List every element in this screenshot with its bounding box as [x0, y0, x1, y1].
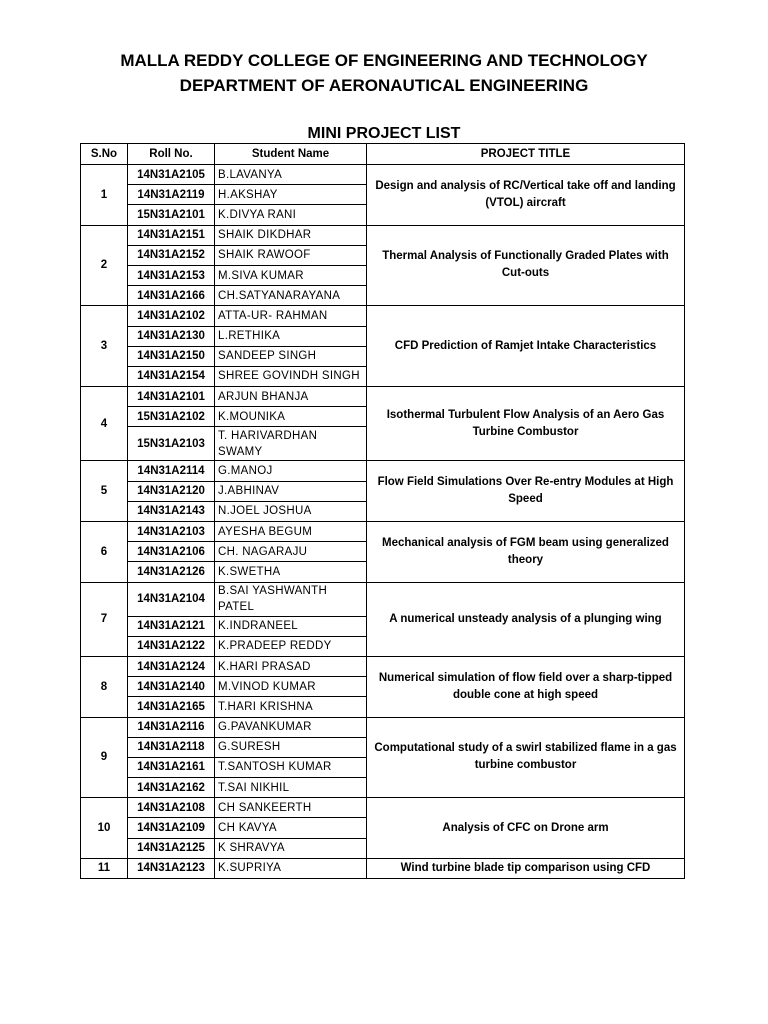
roll-number: 14N31A2140: [128, 677, 215, 697]
project-title: Thermal Analysis of Functionally Graded Plates with Cut-outs: [367, 225, 685, 306]
student-name: M.SIVA KUMAR: [215, 265, 367, 285]
roll-number: 14N31A2105: [128, 165, 215, 185]
roll-number: 14N31A2161: [128, 757, 215, 777]
roll-number: 14N31A2104: [128, 582, 215, 616]
project-title: Wind turbine blade tip comparison using CFD: [367, 858, 685, 878]
student-name: B.SAI YASHWANTH PATEL: [215, 582, 367, 616]
table-row: [81, 387, 685, 407]
roll-number: 14N31A2122: [128, 636, 215, 656]
document-header: [0, 48, 768, 98]
roll-number: 14N31A2153: [128, 265, 215, 285]
student-name: AYESHA BEGUM: [215, 522, 367, 542]
roll-number: 14N31A2143: [128, 501, 215, 521]
roll-number: 14N31A2120: [128, 481, 215, 501]
student-name: T.HARI KRISHNA: [215, 697, 367, 717]
roll-number: 14N31A2152: [128, 245, 215, 265]
student-name: K.MOUNIKA: [215, 407, 367, 427]
serial-number: 7: [81, 582, 128, 656]
student-name: B.LAVANYA: [215, 165, 367, 185]
project-title: Numerical simulation of flow field over a sharp-tipped double cone at high speed: [367, 656, 685, 717]
student-name: K.INDRANEEL: [215, 616, 367, 636]
student-name: T.SAI NIKHIL: [215, 778, 367, 798]
student-name: L.RETHIKA: [215, 326, 367, 346]
project-table: [80, 143, 685, 879]
student-name: K.SUPRIYA: [215, 858, 367, 878]
project-title: Design and analysis of RC/Vertical take off and landing (VTOL) aircraft: [367, 165, 685, 226]
roll-number: 14N31A2162: [128, 778, 215, 798]
project-table-body: [81, 165, 685, 879]
student-name: M.VINOD KUMAR: [215, 677, 367, 697]
table-row: [81, 858, 685, 878]
student-name: T.SANTOSH KUMAR: [215, 757, 367, 777]
table-row: [81, 522, 685, 542]
roll-number: 14N31A2151: [128, 225, 215, 245]
project-title: Analysis of CFC on Drone arm: [367, 798, 685, 859]
list-title: MINI PROJECT LIST: [307, 125, 461, 142]
column-header-sno: S.No: [81, 144, 128, 165]
roll-number: 14N31A2114: [128, 461, 215, 481]
project-title: Isothermal Turbulent Flow Analysis of an Aero Gas Turbine Combustor: [367, 387, 685, 461]
roll-number: 14N31A2102: [128, 306, 215, 326]
serial-number: 2: [81, 225, 128, 306]
table-row: [81, 165, 685, 185]
serial-number: 9: [81, 717, 128, 798]
project-title: CFD Prediction of Ramjet Intake Characteristics: [367, 306, 685, 387]
student-name: ATTA-UR- RAHMAN: [215, 306, 367, 326]
student-name: G.MANOJ: [215, 461, 367, 481]
roll-number: 14N31A2125: [128, 838, 215, 858]
table-row: [81, 306, 685, 326]
table-row: [81, 582, 685, 616]
table-row: [81, 656, 685, 676]
roll-number: 15N31A2102: [128, 407, 215, 427]
table-row: [81, 717, 685, 737]
project-title: A numerical unsteady analysis of a plunging wing: [367, 582, 685, 656]
column-header-title: PROJECT TITLE: [367, 144, 685, 165]
roll-number: 14N31A2126: [128, 562, 215, 582]
department-name: DEPARTMENT OF AERONAUTICAL ENGINEERING: [179, 76, 589, 95]
roll-number: 14N31A2123: [128, 858, 215, 878]
project-title: Flow Field Simulations Over Re-entry Modules at High Speed: [367, 461, 685, 522]
roll-number: 14N31A2118: [128, 737, 215, 757]
roll-number: 15N31A2103: [128, 427, 215, 461]
serial-number: 10: [81, 798, 128, 859]
student-name: J.ABHINAV: [215, 481, 367, 501]
student-name: G.SURESH: [215, 737, 367, 757]
roll-number: 14N31A2108: [128, 798, 215, 818]
serial-number: 11: [81, 858, 128, 878]
student-name: CH.SATYANARAYANA: [215, 286, 367, 306]
table-header-row: [81, 144, 685, 165]
student-name: SHAIK DIKDHAR: [215, 225, 367, 245]
serial-number: 1: [81, 165, 128, 226]
student-name: G.PAVANKUMAR: [215, 717, 367, 737]
column-header-roll: Roll No.: [128, 144, 215, 165]
student-name: CH. NAGARAJU: [215, 542, 367, 562]
project-title: Mechanical analysis of FGM beam using generalized theory: [367, 522, 685, 583]
table-row: [81, 225, 685, 245]
roll-number: 14N31A2130: [128, 326, 215, 346]
student-name: N.JOEL JOSHUA: [215, 501, 367, 521]
roll-number: 14N31A2101: [128, 387, 215, 407]
roll-number: 14N31A2106: [128, 542, 215, 562]
roll-number: 14N31A2124: [128, 656, 215, 676]
student-name: CH SANKEERTH: [215, 798, 367, 818]
student-name: H.AKSHAY: [215, 185, 367, 205]
roll-number: 14N31A2116: [128, 717, 215, 737]
student-name: K.HARI PRASAD: [215, 656, 367, 676]
roll-number: 14N31A2166: [128, 286, 215, 306]
roll-number: 14N31A2119: [128, 185, 215, 205]
college-name: MALLA REDDY COLLEGE OF ENGINEERING AND TECHNOLOGY: [120, 51, 648, 70]
student-name: K SHRAVYA: [215, 838, 367, 858]
roll-number: 14N31A2109: [128, 818, 215, 838]
serial-number: 3: [81, 306, 128, 387]
table-row: [81, 461, 685, 481]
project-title: Computational study of a swirl stabilized flame in a gas turbine combustor: [367, 717, 685, 798]
student-name: SHREE GOVINDH SINGH: [215, 366, 367, 386]
roll-number: 14N31A2150: [128, 346, 215, 366]
serial-number: 5: [81, 461, 128, 522]
student-name: SANDEEP SINGH: [215, 346, 367, 366]
student-name: K.DIVYA RANI: [215, 205, 367, 225]
roll-number: 14N31A2154: [128, 366, 215, 386]
serial-number: 6: [81, 522, 128, 583]
student-name: K.SWETHA: [215, 562, 367, 582]
column-header-name: Student Name: [215, 144, 367, 165]
student-name: CH KAVYA: [215, 818, 367, 838]
serial-number: 4: [81, 387, 128, 461]
roll-number: 15N31A2101: [128, 205, 215, 225]
student-name: T. HARIVARDHAN SWAMY: [215, 427, 367, 461]
roll-number: 14N31A2103: [128, 522, 215, 542]
serial-number: 8: [81, 656, 128, 717]
table-row: [81, 798, 685, 818]
roll-number: 14N31A2165: [128, 697, 215, 717]
student-name: SHAIK RAWOOF: [215, 245, 367, 265]
student-name: K.PRADEEP REDDY: [215, 636, 367, 656]
student-name: ARJUN BHANJA: [215, 387, 367, 407]
roll-number: 14N31A2121: [128, 616, 215, 636]
